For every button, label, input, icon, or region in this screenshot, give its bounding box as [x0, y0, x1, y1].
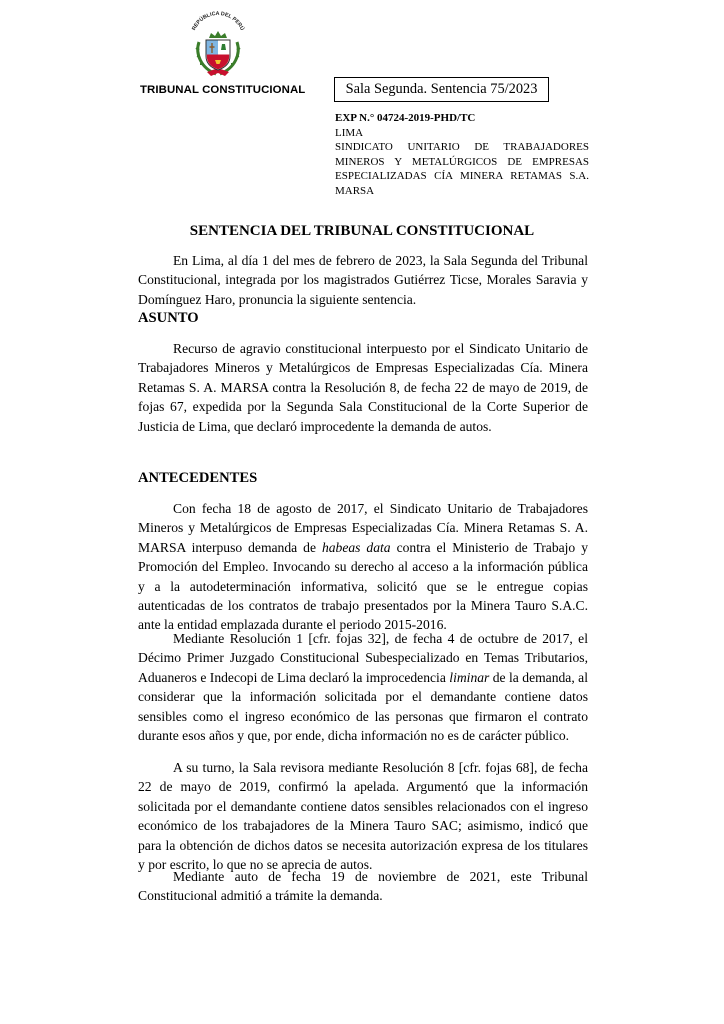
p2-text-a: Mediante Resolución 1 [cfr. fojas 32], de fecha 4 de octubre de 2017, el Décimo Primer Juzgado Constitucional Subespecializado en Temas Tributarios, Aduaneros e Indecopi de Lima declaró la improcedencia	[138, 631, 588, 685]
case-city: LIMA	[335, 126, 364, 139]
antecedentes-paragraph-1	[138, 499, 588, 635]
p1-text-b: contra el Ministerio de Trabajo y Promoción del Empleo. Invocando su derecho al acceso a la información pública y a la autodeterminación informativa, solicitó que se le entregue copias autenticadas de los contratos de trabajo presentados por la Minera Tauro S.A.C. ante la entidad emplazada durante el periodo 2015-2016.	[138, 539, 588, 633]
p2-emphasis: liminar	[449, 669, 490, 685]
p3-text: A su turno, la Sala revisora mediante Resolución 8 [cfr. fojas 68], de fecha 22 de mayo de 2019, confirmó la apelada. Argumentó que la información solicitada por el demandante contiene datos sensibles relacionados con el ingreso económico de los trabajadores de la Minera Tauro SAC; asimismo, indicó que para la obtención de dichos datos se necesita autorización expresa de los titulares y por escrito, lo que no se aprecia de autos.	[138, 760, 588, 873]
intro-paragraph	[138, 251, 588, 309]
p4-text: Mediante auto de fecha 19 de noviembre de 2021, este Tribunal Constitucional admitió a trámite la demanda.	[138, 869, 588, 904]
asunto-paragraph	[138, 339, 588, 436]
case-header	[335, 111, 589, 198]
institution-name: TRIBUNAL CONSTITUCIONAL	[140, 84, 306, 96]
document-title: SENTENCIA DEL TRIBUNAL CONSTITUCIONAL	[189, 223, 535, 239]
p2-text-b: de la demanda, al considerar que la información solicitada por el demandante contiene datos sensibles como el ingreso económico de las personas que firmaron el contrato durante esos años y que, por ende, dicha información no es de carácter público.	[138, 669, 588, 744]
asunto-text: Recurso de agravio constitucional interpuesto por el Sindicato Unitario de Trabajadores Mineros y Metalúrgicos de Empresas Especializadas Cía. Minera Retamas S. A. MARSA contra la Resolución 8, de fecha 22 de mayo de 2019, de fojas 67, expedida por la Segunda Sala Constitucional de la Corte Superior de Justicia de Lima, que declaró improcedente la demanda de autos.	[138, 341, 588, 434]
case-party: SINDICATO UNITARIO DE TRABAJADORES MINEROS Y METALÚRGICOS DE EMPRESAS ESPECIALIZADAS CÍA MINERA RETAMAS S.A. MARSA	[335, 141, 589, 197]
svg-text:REPÚBLICA DEL PERÚ	[191, 11, 246, 32]
p1-emphasis: habeas data	[321, 539, 391, 555]
coat-of-arms-logo	[185, 10, 251, 78]
seal-text: REPÚBLICA DEL PERÚ	[191, 10, 245, 32]
p1-text-a: Con fecha 18 de agosto de 2017, el Sindicato Unitario de Trabajadores Mineros y Metalúrgicos de Empresas Especializadas Cía. Minera Retamas S. A. MARSA interpuso demanda de	[138, 501, 588, 555]
asunto-heading: ASUNTO	[138, 310, 199, 326]
case-number: EXP N.° 04724-2019-PHD/TC	[335, 112, 476, 124]
sentence-number-box: Sala Segunda. Sentencia 75/2023	[334, 77, 549, 102]
antecedentes-paragraph-3	[138, 758, 588, 874]
antecedentes-heading: ANTECEDENTES	[138, 470, 258, 486]
antecedentes-paragraph-2	[138, 629, 588, 745]
intro-text: En Lima, al día 1 del mes de febrero de 2023, la Sala Segunda del Tribunal Constitucional, integrada por los magistrados Gutiérrez Ticse, Morales Saravia y Domínguez Haro, pronuncia la siguiente sentencia.	[138, 253, 588, 307]
antecedentes-paragraph-4	[138, 867, 588, 906]
